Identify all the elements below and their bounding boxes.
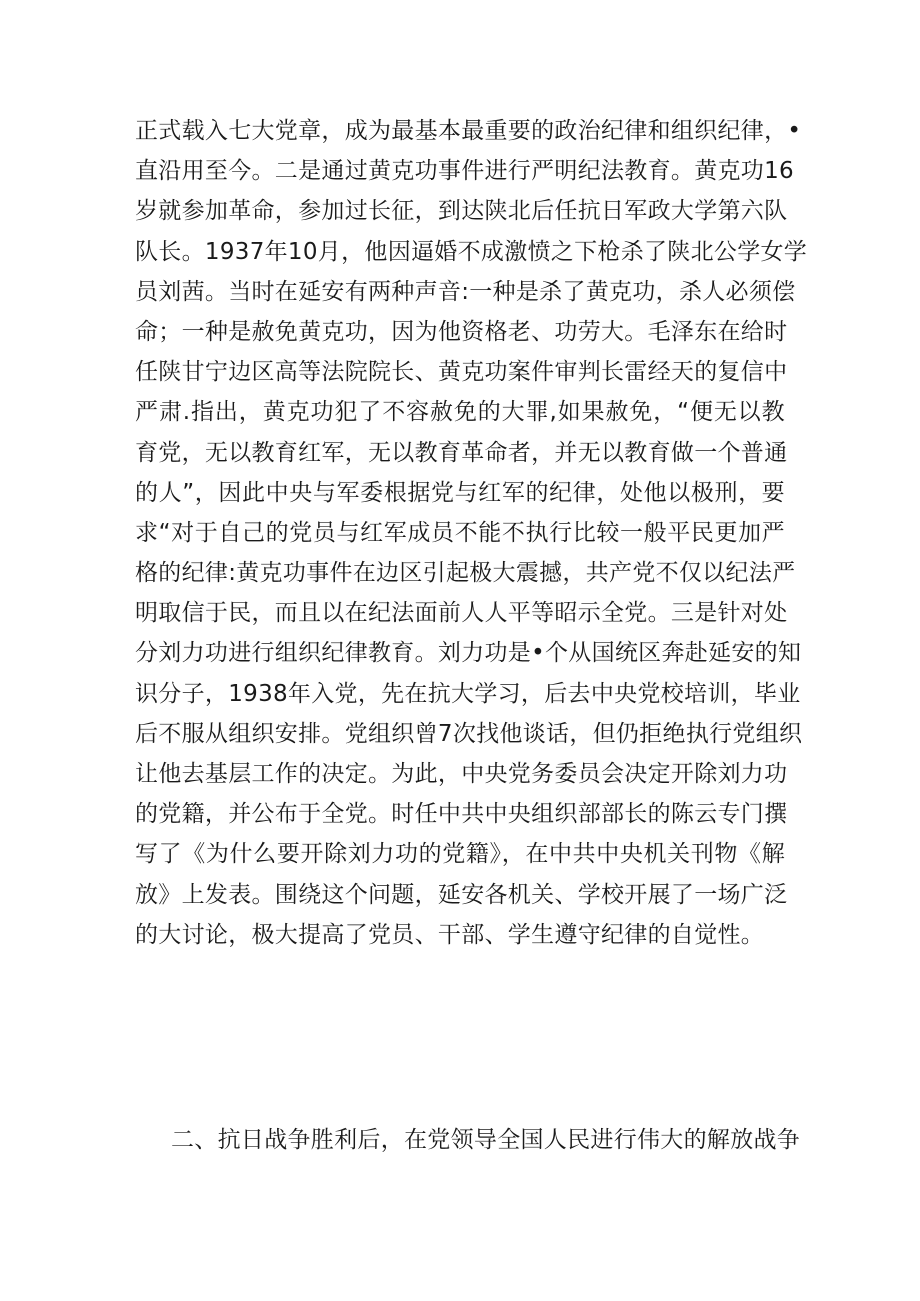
text-line: 任陕甘宁边区高等法院院长、黄克功案件审判长雷经天的复信中 [135,359,788,386]
text-line: 员刘茜。当时在延安有两种声音:一种是杀了黄克功，杀人必须偿 [135,278,796,305]
text-line: 命；一种是赦免黄克功，因为他资格老、功劳大。毛泽东在给时 [135,318,788,345]
text-line: 正式载入七大党章，成为最基本最重要的政治纪律和组织纪律，• [135,118,802,144]
paragraph-2 [135,1120,801,1160]
text-line: 写了《为什么要开除刘力功的党籍》，在中共中央机关刊物《解 [135,841,785,868]
text-line: 直沿用至今。二是通过黄克功事件进行严明纪法教育。黄克功16 [135,158,794,185]
text-line: 的大讨论，极大提高了党员、干部、学生遵守纪律的自觉性。 [135,921,765,948]
text-line: 放》上发表。围绕这个问题，延安各机关、学校开展了一场广泛 [135,881,788,908]
text-line: 的党籍，并公布于全党。时任中共中央组织部部长的陈云专门撰 [135,801,788,828]
text-line: 格的纪律:黄克功事件在边区引起极大震撼，共产党不仅以纪法严 [135,560,796,587]
text-line: 的人”，因此中央与军委根据党与红军的纪律，处他以极刑，要 [135,479,785,506]
text-line: 识分子，1938年入党，先在抗大学习，后去中央党校培训，毕业 [135,680,801,707]
text-line: 队长。1937年10月，他因逼婚不成激愤之下枪杀了陕北公学女学 [135,238,808,265]
text-line: 岁就参加革命，参加过长征，到达陕北后任抗日军政大学第六队 [135,198,788,225]
text-line: 育党，无以教育红军，无以教育革命者，并无以教育做一个普通 [135,439,788,466]
text-line: 二、抗日战争胜利后，在党领导全国人民进行伟大的解放战争 [171,1127,801,1153]
text-line: 让他去基层工作的决定。为此，中央党务委员会决定开除刘力功 [135,761,788,787]
paragraph-1 [135,111,808,955]
text-line: 明取信于民，而且以在纪法面前人人平等昭示全党。三是针对处 [135,600,788,627]
text-line: 求“对于自己的党员与红军成员不能不执行比较一般平民更加严 [135,519,785,546]
text-line: 分刘力功进行组织纪律教育。刘力功是•个从国统区奔赴延安的知 [135,640,802,667]
text-line: 后不服从组织安排。党组织曾7次找他谈话，但仍拒绝执行党组织 [135,720,803,747]
text-line: 严肃.指出，黄克功犯了不容赦免的大罪,如果赦免，“便无以教 [135,399,785,426]
